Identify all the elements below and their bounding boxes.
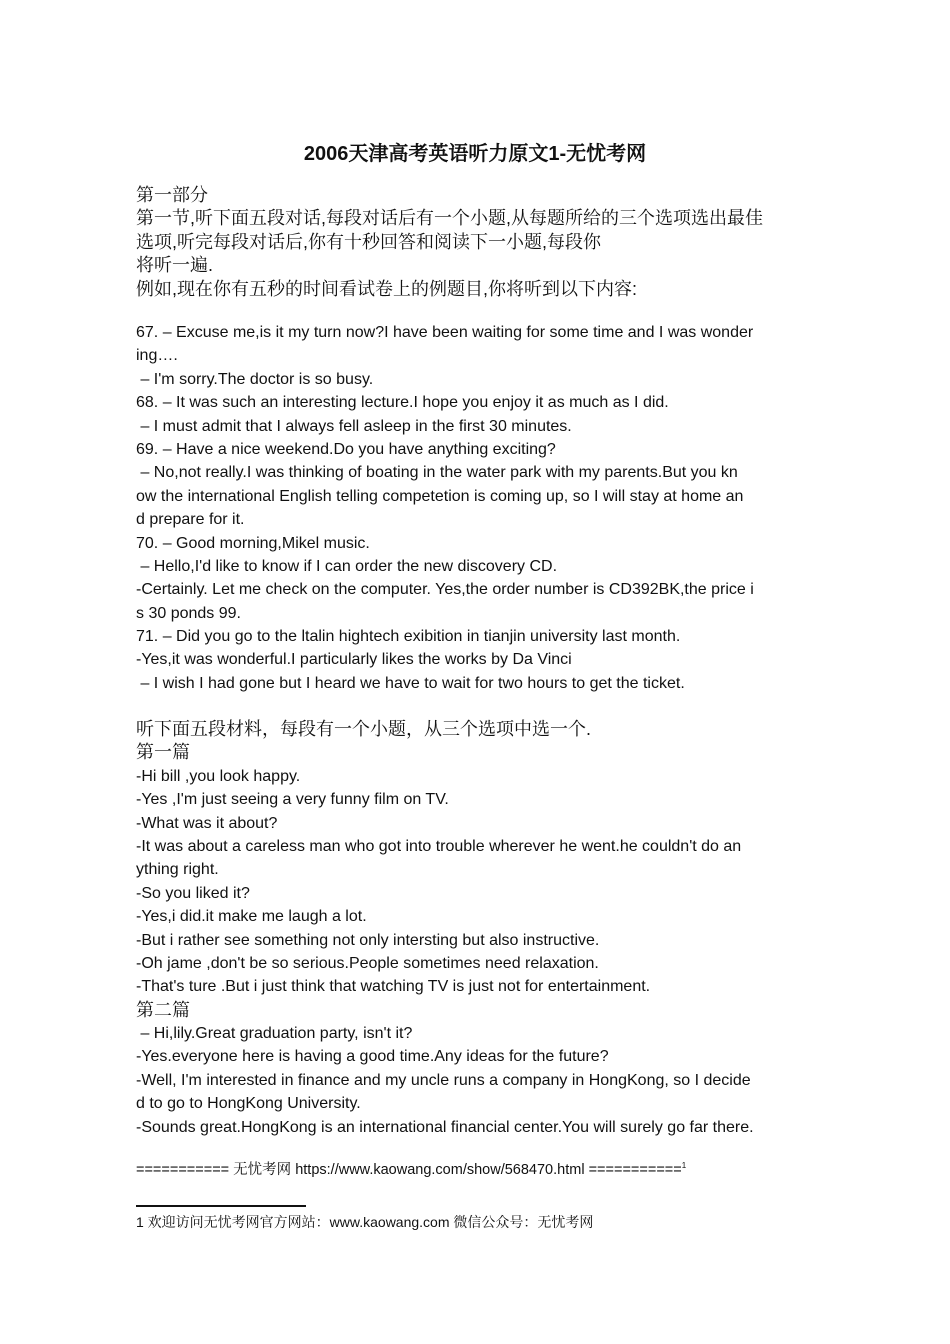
text-line: – I'm sorry.The doctor is so busy. [136, 370, 374, 388]
dialogs-section [136, 321, 836, 695]
text-line: d to go to HongKong University. [136, 1095, 361, 1113]
text-line: -Well, I'm interested in finance and my uncle runs a company in HongKong, so I decide [136, 1071, 751, 1089]
text-line: 听下面五段材料，每段有一个小题，从三个选项中选一个. [136, 719, 591, 739]
text-line: – Hi,lily.Great graduation party, isn't it? [136, 1025, 413, 1043]
text-line: -Oh jame ,don't be so serious.People sometimes need relaxation. [136, 954, 599, 972]
text-line: ing…. [136, 347, 178, 365]
text-line: -Yes.everyone here is having a good time.Any ideas for the future? [136, 1048, 609, 1066]
text-line: -Yes,i did.it make me laugh a lot. [136, 908, 367, 926]
text-line: -Certainly. Let me check on the computer. Yes,the order number is CD392BK,the price i [136, 581, 754, 599]
text-line: 68. – It was such an interesting lecture.I hope you enjoy it as much as I did. [136, 394, 669, 412]
text-line: -So you liked it? [136, 884, 250, 902]
text-line: -Yes ,I'm just seeing a very funny film on TV. [136, 791, 449, 809]
text-line: – Hello,I'd like to know if I can order the new discovery CD. [136, 557, 558, 575]
text-line: – No,not really.I was thinking of boating in the water park with my parents.But you kn [136, 464, 738, 482]
text-line: -But i rather see something not only intersting but also instructive. [136, 931, 600, 949]
text-line: 70. – Good morning,Mikel music. [136, 534, 370, 552]
text-line: -It was about a careless man who got into trouble wherever he went.he couldn't do an [136, 837, 742, 855]
text-line: 例如,现在你有五秒的时间看试卷上的例题目,你将听到以下内容: [136, 278, 638, 299]
text-line: -Sounds great.HongKong is an international financial center.You will surely go far there. [136, 1118, 754, 1136]
text-line: 第一节,听下面五段对话,每段对话后有一个小题,从每题所给的三个选项选出最佳 [136, 208, 763, 229]
intro-section [136, 184, 836, 301]
text-line: 67. – Excuse me,is it my turn now?I have been waiting for some time and I was wonder [136, 324, 754, 341]
text-line: ow the international English telling competetion is coming up, so I will stay at home an [136, 487, 744, 505]
text-line: 第一篇 [136, 742, 190, 763]
passages-section [136, 718, 836, 1139]
text-line: d prepare for it. [136, 511, 245, 529]
text-line: 69. – Have a nice weekend.Do you have anything exciting? [136, 440, 556, 458]
text-line: s 30 ponds 99. [136, 604, 241, 622]
source-link-text[interactable]: =========== 无忧考网 https://www.kaowang.com/show/568470.html =========== [136, 1162, 682, 1178]
text-line: -Yes,it was wonderful.I particularly likes the works by Da Vinci [136, 651, 572, 669]
text-line: 第一部分 [136, 185, 208, 205]
document-title: 2006天津高考英语听力原文1-无忧考网 [303, 143, 647, 165]
footnote: 1 欢迎访问无忧考网官方网站：www.kaowang.com 微信公众号：无忧考网 [136, 1214, 594, 1230]
text-line: – I wish I had gone but I heard we have to wait for two hours to get the ticket. [136, 674, 685, 692]
text-line: -What was it about? [136, 814, 278, 832]
text-line: -That's ture .But i just think that watching TV is just not for entertainment. [136, 978, 651, 996]
text-line: -Hi bill ,you look happy. [136, 767, 301, 785]
footnote-mark: 1 [681, 1161, 687, 1171]
source-separator [136, 1158, 686, 1179]
text-line: 第二篇 [136, 999, 190, 1020]
text-line: 将听一遍. [136, 255, 214, 276]
text-line: 选项,听完每段对话后,你有十秒回答和阅读下一小题,每段你 [136, 231, 602, 252]
text-line: – I must admit that I always fell asleep in the first 30 minutes. [136, 417, 572, 435]
text-line: 71. – Did you go to the ltalin hightech exibition in tianjin university last month. [136, 628, 681, 646]
text-line: ything right. [136, 861, 219, 879]
footnote-divider [136, 1205, 306, 1207]
